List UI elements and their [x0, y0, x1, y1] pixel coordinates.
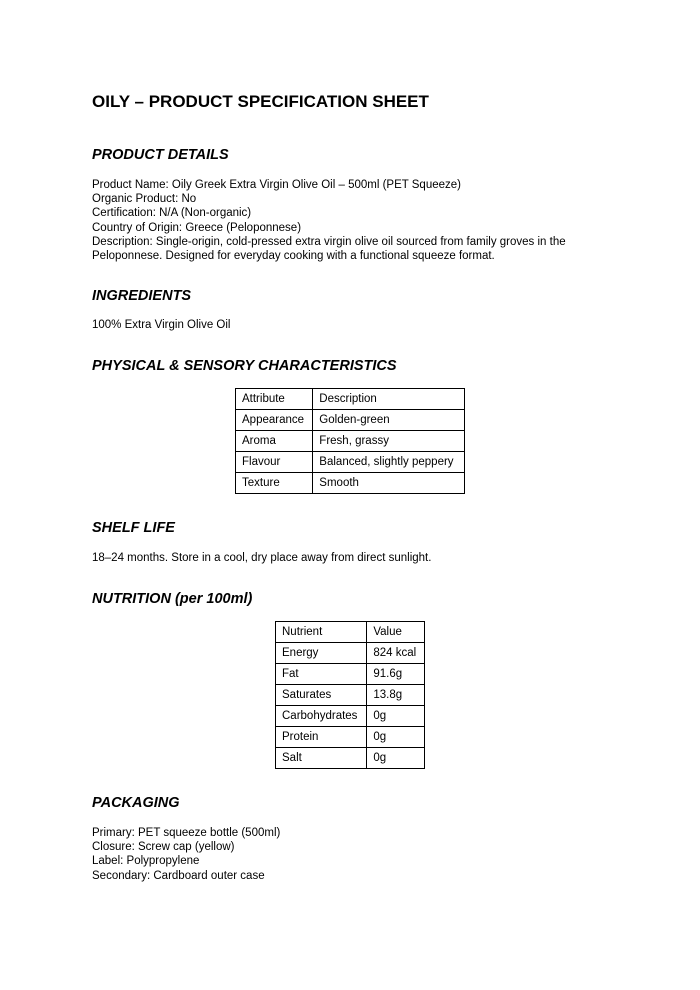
physical-table — [235, 388, 465, 494]
table-row — [236, 452, 465, 473]
table-header-cell: Nutrient — [276, 622, 367, 643]
packaging-primary-line: Primary: PET squeeze bottle (500ml) — [92, 827, 281, 839]
table-cell: Energy — [276, 643, 367, 664]
table-row — [236, 410, 465, 431]
table-cell: 0g — [367, 748, 425, 769]
table-row — [276, 727, 425, 748]
packaging-secondary-line: Secondary: Cardboard outer case — [92, 869, 265, 882]
origin-line: Country of Origin: Greece (Peloponnese) — [92, 221, 302, 234]
table-cell: Golden-green — [313, 410, 465, 431]
packaging-text — [92, 826, 592, 883]
table-header-cell: Attribute — [236, 389, 313, 410]
table-row — [276, 643, 425, 664]
ingredients-text: 100% Extra Virgin Olive Oil — [92, 319, 231, 331]
packaging-heading: PACKAGING — [92, 795, 180, 811]
table-row — [236, 431, 465, 452]
table-cell: Protein — [276, 727, 367, 748]
table-cell: Carbohydrates — [276, 706, 367, 727]
shelf-life-text: 18–24 months. Store in a cool, dry place away from direct sunlight. — [92, 552, 432, 564]
table-cell: 91.6g — [367, 664, 425, 685]
table-row — [276, 664, 425, 685]
table-cell: Balanced, slightly peppery — [313, 452, 465, 473]
table-cell: 0g — [367, 706, 425, 727]
description-line-1: Description: Single-origin, cold-pressed extra virgin olive oil sourced from family groves in the — [92, 235, 566, 248]
product-details-text — [92, 178, 592, 263]
table-cell: Saturates — [276, 685, 367, 706]
ingredients-heading: INGREDIENTS — [92, 288, 192, 304]
table-header-cell: Description — [313, 389, 465, 410]
product-details-heading: PRODUCT DETAILS — [92, 147, 229, 163]
table-header-row — [276, 622, 425, 643]
table-cell: Fresh, grassy — [313, 431, 465, 452]
table-cell: Texture — [236, 473, 313, 494]
table-header-cell: Value — [367, 622, 425, 643]
table-row — [276, 706, 425, 727]
packaging-label-line: Label: Polypropylene — [92, 855, 200, 868]
nutrition-table — [275, 621, 425, 769]
nutrition-heading: NUTRITION (per 100ml) — [92, 591, 253, 607]
certification-line: Certification: N/A (Non-organic) — [92, 207, 252, 220]
table-row — [276, 748, 425, 769]
table-cell: Salt — [276, 748, 367, 769]
table-cell: Appearance — [236, 410, 313, 431]
table-row — [236, 473, 465, 494]
description-line-2: Peloponnese. Designed for everyday cooking with a functional squeeze format. — [92, 250, 495, 263]
table-cell: 824 kcal — [367, 643, 425, 664]
product-name-line: Product Name: Oily Greek Extra Virgin Olive Oil – 500ml (PET Squeeze) — [92, 179, 461, 191]
organic-line: Organic Product: No — [92, 193, 197, 206]
table-cell: 0g — [367, 727, 425, 748]
table-cell: Aroma — [236, 431, 313, 452]
shelf-life-heading: SHELF LIFE — [92, 520, 175, 536]
table-cell: Flavour — [236, 452, 313, 473]
packaging-closure-line: Closure: Screw cap (yellow) — [92, 841, 235, 854]
table-cell: Fat — [276, 664, 367, 685]
table-cell: 13.8g — [367, 685, 425, 706]
table-cell: Smooth — [313, 473, 465, 494]
physical-heading: PHYSICAL & SENSORY CHARACTERISTICS — [92, 358, 397, 374]
table-row — [276, 685, 425, 706]
page-title: OILY – PRODUCT SPECIFICATION SHEET — [92, 92, 429, 111]
table-header-row — [236, 389, 465, 410]
